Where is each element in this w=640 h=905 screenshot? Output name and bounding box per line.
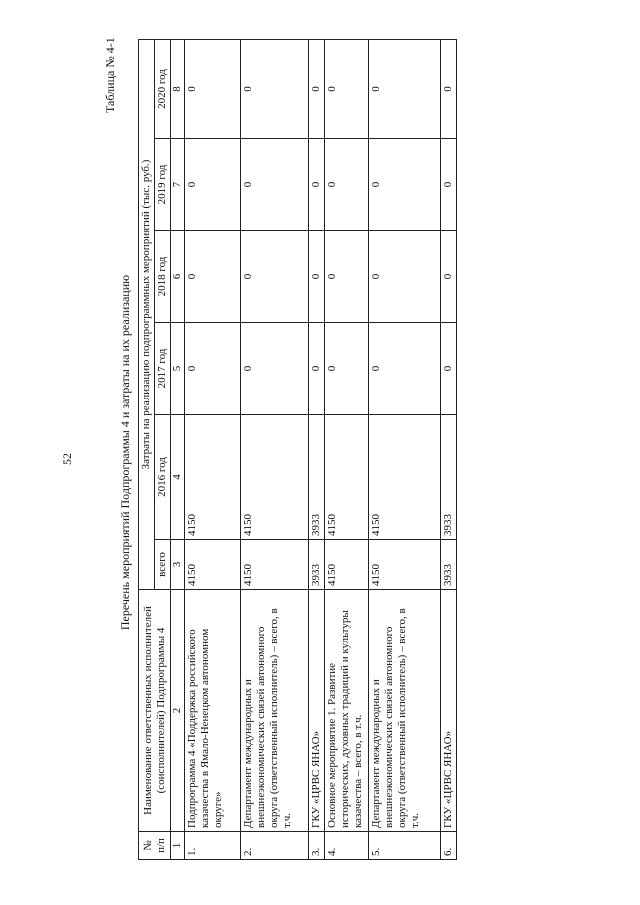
cell-2019: 0 bbox=[325, 139, 369, 231]
header-2019: 2019 год bbox=[155, 139, 171, 231]
cell-2018: 0 bbox=[185, 231, 241, 323]
col-index: 3 bbox=[171, 540, 185, 590]
cell-2017: 0 bbox=[185, 323, 241, 415]
row-name: Департамент международных и внешнеэкономических связей автономного округа (ответственный исполнитель) – всего, в т.ч. bbox=[369, 590, 441, 832]
cell-2020: 0 bbox=[241, 39, 309, 138]
header-name: Наименование ответственных исполнителей (соисполнителей) Подпрограммы 4 bbox=[139, 590, 171, 832]
document-title: Перечень мероприятий Подпрограммы 4 и затраты на их реализацию bbox=[118, 274, 132, 631]
header-2016: 2016 год bbox=[155, 415, 171, 540]
cell-2020: 0 bbox=[185, 39, 241, 138]
cell-2019: 0 bbox=[441, 139, 457, 231]
cell-2020: 0 bbox=[441, 39, 457, 138]
col-index: 5 bbox=[171, 323, 185, 415]
cell-2016: 4150 bbox=[241, 415, 309, 540]
col-index: 6 bbox=[171, 231, 185, 323]
cell-2018: 0 bbox=[241, 231, 309, 323]
col-index: 2 bbox=[171, 590, 185, 832]
row-num: 1. bbox=[185, 832, 241, 860]
table-row bbox=[241, 39, 309, 859]
cell-2018: 0 bbox=[325, 231, 369, 323]
row-name: Департамент международных и внешнеэкономических связей автономного округа (ответственный исполнитель) – всего, в т.ч. bbox=[241, 590, 309, 832]
col-index: 8 bbox=[171, 39, 185, 138]
cell-2020: 0 bbox=[369, 39, 441, 138]
cell-2019: 0 bbox=[309, 139, 325, 231]
cell-total: 4150 bbox=[369, 540, 441, 590]
row-num: 6. bbox=[441, 832, 457, 860]
row-name: ГКУ «ЦРВС ЯНАО» bbox=[309, 590, 325, 832]
table-reference: Таблица № 4-1 bbox=[103, 37, 117, 113]
cell-2017: 0 bbox=[325, 323, 369, 415]
row-num: 2. bbox=[241, 832, 309, 860]
header-costs-group: Затраты на реализацию подпрограммных мероприятий (тыс. руб.) bbox=[139, 39, 155, 589]
cell-2018: 0 bbox=[441, 231, 457, 323]
row-num: 4. bbox=[325, 832, 369, 860]
table-row bbox=[309, 39, 325, 859]
col-index: 1 bbox=[171, 832, 185, 860]
cell-total: 4150 bbox=[241, 540, 309, 590]
row-name: Основное мероприятие 1. Развитие исторических, духовных традиций и культуры казачества – всего, в т.ч. bbox=[325, 590, 369, 832]
row-name: Подпрограмма 4 «Поддержка российского казачества в Ямало-Ненецком автономном округе» bbox=[185, 590, 241, 832]
cell-2018: 0 bbox=[309, 231, 325, 323]
page-number: 52 bbox=[60, 453, 74, 465]
cell-total: 3933 bbox=[309, 540, 325, 590]
cell-total: 4150 bbox=[325, 540, 369, 590]
row-num: 3. bbox=[309, 832, 325, 860]
header-2018: 2018 год bbox=[155, 231, 171, 323]
table-row bbox=[185, 39, 241, 859]
cell-2016: 3933 bbox=[441, 415, 457, 540]
cell-2016: 3933 bbox=[309, 415, 325, 540]
cell-2016: 4150 bbox=[369, 415, 441, 540]
row-name: ГКУ «ЦРВС ЯНАО» bbox=[441, 590, 457, 832]
row-num: 5. bbox=[369, 832, 441, 860]
table-row bbox=[441, 39, 457, 859]
cell-2019: 0 bbox=[241, 139, 309, 231]
table-row bbox=[325, 39, 369, 859]
cell-2017: 0 bbox=[369, 323, 441, 415]
cell-2019: 0 bbox=[185, 139, 241, 231]
cell-2018: 0 bbox=[369, 231, 441, 323]
header-2017: 2017 год bbox=[155, 323, 171, 415]
cell-2016: 4150 bbox=[185, 415, 241, 540]
cell-2017: 0 bbox=[309, 323, 325, 415]
cell-2016: 4150 bbox=[325, 415, 369, 540]
column-index-row bbox=[171, 39, 185, 859]
cell-2017: 0 bbox=[441, 323, 457, 415]
cell-total: 3933 bbox=[441, 540, 457, 590]
header-2020: 2020 год bbox=[155, 39, 171, 138]
table-row bbox=[369, 39, 441, 859]
cell-total: 4150 bbox=[185, 540, 241, 590]
cell-2019: 0 bbox=[369, 139, 441, 231]
costs-table bbox=[138, 39, 457, 860]
header-total: всего bbox=[155, 540, 171, 590]
cell-2020: 0 bbox=[309, 39, 325, 138]
col-index: 7 bbox=[171, 139, 185, 231]
header-num: № п/п bbox=[139, 832, 171, 860]
cell-2017: 0 bbox=[241, 323, 309, 415]
cell-2020: 0 bbox=[325, 39, 369, 138]
col-index: 4 bbox=[171, 415, 185, 540]
